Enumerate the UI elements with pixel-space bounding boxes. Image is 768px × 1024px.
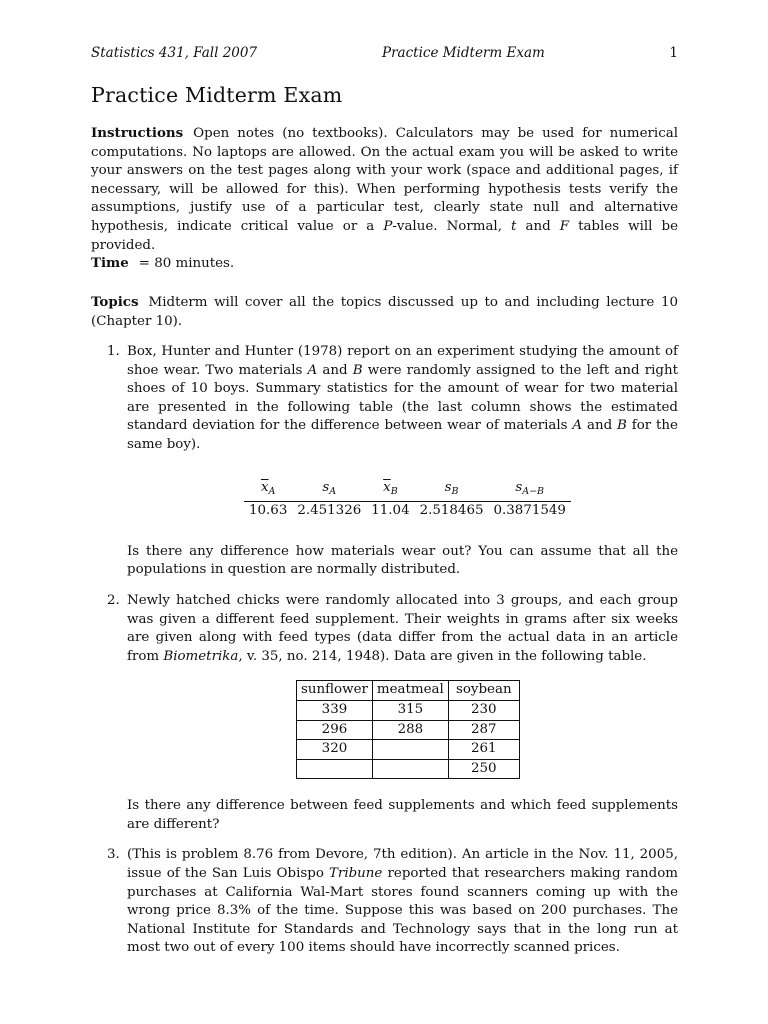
f-symbol: F — [559, 218, 570, 234]
p-symbol: P — [383, 218, 393, 234]
material-b-2: B — [617, 418, 627, 434]
journal-name: Biometrika — [163, 648, 239, 664]
time-text: = 80 minutes. — [138, 256, 235, 271]
q1-text-3: were randomly assigned to the left and right shoes of 10 boys. Summary statistics for the amount of wear for two material are presented in the following table (the last column shows the estimated standard deviation for the difference between wear of materials — [127, 362, 678, 434]
header-meatmeal: meatmeal — [372, 681, 448, 701]
question-2 — [91, 592, 678, 835]
table-cell: 10.63 — [249, 503, 288, 519]
header-sd-b: $s_B$ — [415, 479, 489, 502]
topics-paragraph — [91, 293, 678, 331]
page-title: Practice Midterm Exam — [91, 83, 343, 107]
q2-text-2: , v. 35, no. 214, 1948). Data are given in the following table. — [238, 648, 647, 664]
question-number: 1. — [107, 344, 120, 359]
table-row — [297, 740, 520, 760]
table-cell: 288 — [372, 720, 448, 740]
header-sd-diff: $s_{A-B}$ — [489, 479, 571, 502]
table-cell: 261 — [448, 740, 519, 760]
table-row — [297, 759, 520, 779]
newspaper-name: Tribune — [329, 866, 383, 882]
q3-text-1: (This is problem 8.76 from Devore, 7th edition). An article in the Nov. 11, 2005, issue of the San Luis Obispo — [127, 847, 678, 882]
time-label: Time — [91, 255, 129, 271]
question-list — [91, 343, 678, 958]
table-cell — [297, 759, 373, 779]
q1-text-2: and — [317, 362, 353, 378]
table-cell: 230 — [448, 700, 519, 720]
table-cell: 320 — [297, 740, 373, 760]
question-3 — [91, 846, 678, 958]
table-cell: 2.518465 — [419, 503, 484, 519]
table-row — [297, 720, 520, 740]
table-cell — [372, 759, 448, 779]
header-title: Practice Midterm Exam — [382, 45, 545, 61]
page-number: 1 — [669, 45, 678, 61]
table-cell: 287 — [448, 720, 519, 740]
instructions-text-2: -value. Normal, — [392, 218, 512, 234]
t-symbol: t — [511, 218, 517, 234]
material-b: B — [352, 362, 363, 378]
material-a-2: A — [572, 418, 583, 434]
table-cell: 11.04 — [371, 503, 410, 519]
table-cell: 339 — [297, 700, 373, 720]
q1-text-5: for the same boy). — [127, 418, 678, 452]
instructions-text-4: tables will be provided. — [91, 218, 678, 253]
question-followup: Is there any difference how materials wear out? You can assume that all the populations in question are normally distributed. — [127, 543, 678, 578]
question-text — [127, 846, 678, 958]
material-a: A — [307, 362, 318, 378]
header-soybean: soybean — [448, 681, 519, 701]
header-mean-b: $\overline{x}_B$ — [366, 479, 414, 502]
q1-text-1: Box, Hunter and Hunter (1978) report on an experiment studying the amount of shoe wear. Two materials — [127, 344, 678, 378]
question-1 — [91, 343, 678, 580]
time-paragraph — [91, 254, 678, 274]
topics-label: Topics — [91, 294, 139, 310]
feed-header-row — [297, 681, 520, 701]
q3-text-2: reported that researchers making random purchases at California Wal-Mart stores found scanners coming up with the wrong price 8.3% of the time. Suppose this was based on 200 purchases. The National Institute for Standards and Technology says that in the long run at most two out of every 100 items should have incorrectly scanned prices. — [127, 866, 678, 956]
table-row — [297, 700, 520, 720]
table-cell: 250 — [448, 759, 519, 779]
table-cell — [372, 740, 448, 760]
question-number: 3. — [107, 847, 120, 863]
header-mean-a: $\overline{x}_A$ — [244, 479, 292, 502]
table-cell: 315 — [372, 700, 448, 720]
table-cell: 2.451326 — [297, 503, 362, 519]
summary-statistics-table — [244, 479, 571, 521]
instructions-text-1: Open notes (no textbooks). Calculators may be used for numerical computations. No laptops are allowed. On the actual exam you will be asked to write your answers on the test pages along with your work (space and additional pages, if necessary, will be allowed for this). When performing hypothesis tests verify the assumptions, justify use of a particular test, clearly state null and alternative hypothesis, indicate critical value or a — [91, 126, 678, 234]
q2-text-1: Newly hatched chicks were randomly allocated into 3 groups, and each group was given a different feed supplement. Their weights in grams after six weeks are given along with feed types (data differ from the actual data in an article from — [127, 592, 678, 664]
table-cell: 0.3871549 — [493, 503, 566, 519]
topics-text: Midterm will cover all the topics discussed up to and including lecture 10 (Chapter 10). — [91, 295, 678, 329]
stats-value-row — [244, 502, 571, 521]
header-sd-a: $s_A$ — [292, 479, 366, 502]
stats-header-row — [244, 479, 571, 502]
running-header — [91, 44, 678, 64]
instructions-paragraph — [91, 124, 678, 255]
question-text — [127, 592, 678, 666]
feed-supplement-table — [296, 680, 520, 779]
course-name: Statistics 431, Fall 2007 — [91, 45, 258, 61]
question-number: 2. — [107, 592, 120, 608]
instructions-label: Instructions — [91, 125, 184, 141]
question-followup: Is there any difference between feed supplements and which feed supplements are different? — [127, 798, 678, 832]
table-cell: 296 — [297, 720, 373, 740]
instructions-text-3: and — [516, 218, 560, 234]
q1-text-4: and — [582, 418, 618, 434]
header-sunflower: sunflower — [297, 681, 373, 701]
question-text — [127, 343, 678, 455]
